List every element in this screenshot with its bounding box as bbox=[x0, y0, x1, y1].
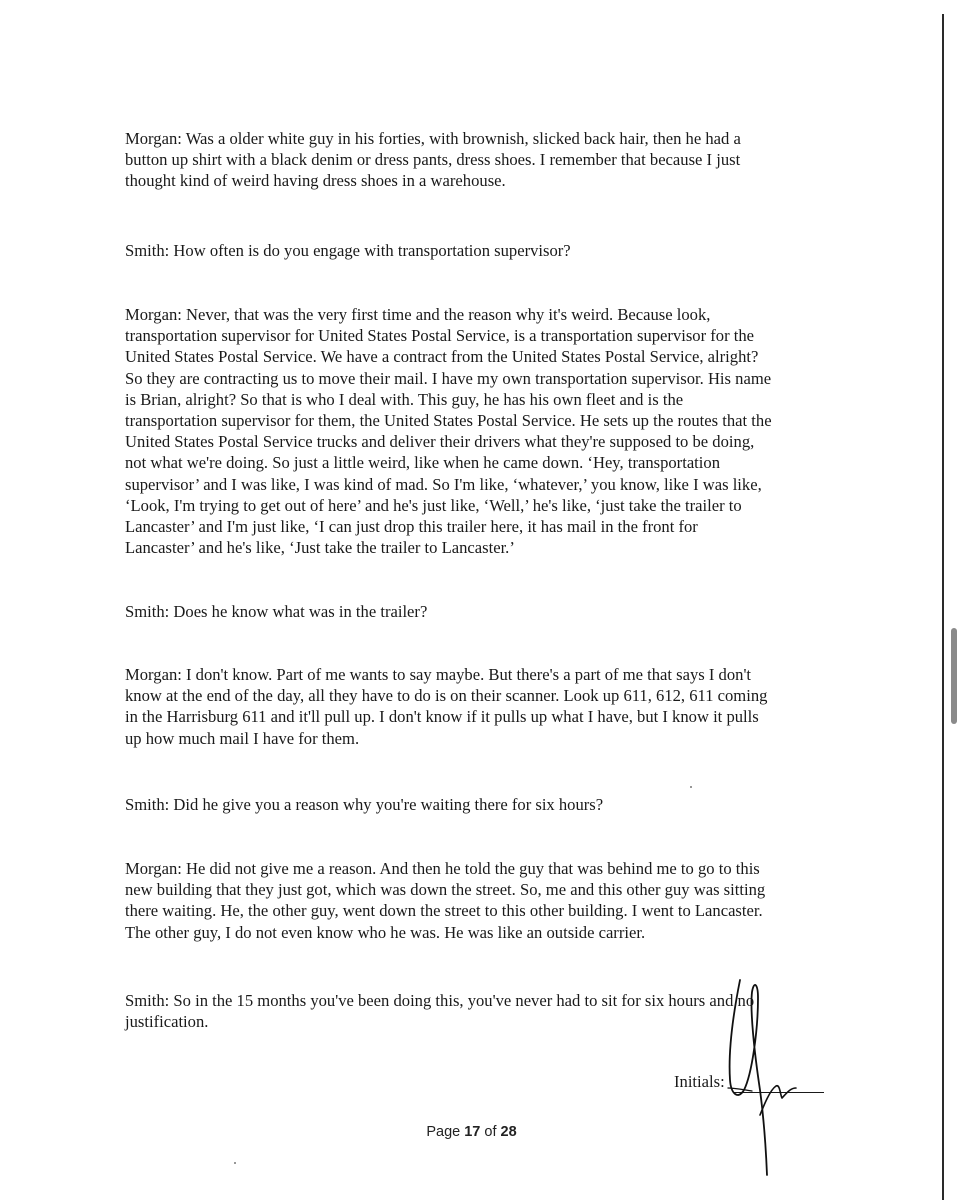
transcript-paragraph-smith-fifteen-months: Smith: So in the 15 months you've been doing this, you've never had to sit for six hours and no justification. bbox=[125, 991, 755, 1032]
total-pages-number: 28 bbox=[500, 1124, 517, 1140]
of-word: of bbox=[484, 1124, 497, 1140]
transcript-paragraph-smith-question-reason: Smith: Did he give you a reason why you're waiting there for six hours? bbox=[125, 795, 604, 814]
transcript-paragraph-morgan-description: Morgan: Was a older white guy in his forties, with brownish, slicked back hair, then he had a button up shirt with a black denim or dress pants, dress shoes. I remember that because I just thought kind of weird having dress shoes in a warehouse. bbox=[125, 129, 741, 191]
scan-speck bbox=[234, 1162, 236, 1164]
transcript-paragraph-smith-question-trailer: Smith: Does he know what was in the trailer? bbox=[125, 602, 428, 621]
current-page-number: 17 bbox=[464, 1124, 481, 1140]
transcript-paragraph-morgan-supervisor: Morgan: Never, that was the very first time and the reason why it's weird. Because look, transportation supervisor for United States Postal Service, is a transportation supervisor for the United States Postal Service. We have a contract from the United States Postal Service, alright? So they are contracting us to move their mail. I have my own transportation supervisor. His name is Brian, alright? So that is who I deal with. This guy, he has his own fleet and is the transportation supervisor for them, the United States Postal Service. He sets up the routes that the United States Postal Service trucks and deliver their drivers what they're supposed to be doing, not what we're doing. So just a little weird, like when he came down. ‘Hey, transportation supervisor’ and I was like, I was kind of mad. So I'm like, ‘whatever,’ you know, like I was like, ‘Look, I'm trying to get out of here’ and he's just like, ‘Well,’ he's like, ‘just take the trailer to Lancaster’ and I'm just like, ‘I can just drop this trailer here, it has mail in the front for Lancaster’ and he's like, ‘Just take the trailer to Lancaster.’ bbox=[125, 305, 772, 558]
transcript-paragraph-morgan-scanner: Morgan: I don't know. Part of me wants to say maybe. But there's a part of me that says I don't know at the end of the day, all they have to do is on their scanner. Look up 611, 612, 611 coming in the Harrisburg 611 and it'll pull up. I don't know if it pulls up what I have, but I know it pulls up how much mail I have for them. bbox=[125, 665, 768, 748]
initials-label: Initials: bbox=[674, 1072, 725, 1091]
transcript-paragraph-morgan-no-reason: Morgan: He did not give me a reason. And then he told the guy that was behind me to go to this new building that they just got, which was down the street. So, me and this other guy was sitting there waiting. He, the other guy, went down the street to this other building. I went to Lancaster. The other guy, I do not even know who he was. He was like an outside carrier. bbox=[125, 859, 766, 942]
page-number-footer bbox=[0, 1124, 943, 1140]
transcript-paragraph-smith-question-engage: Smith: How often is do you engage with transportation supervisor? bbox=[125, 241, 571, 260]
scrollbar-thumb[interactable] bbox=[951, 628, 957, 724]
handwritten-initials-signature bbox=[700, 970, 840, 1180]
page-edge-line bbox=[942, 14, 944, 1200]
page-word: Page bbox=[426, 1124, 461, 1140]
scan-speck bbox=[690, 786, 692, 788]
